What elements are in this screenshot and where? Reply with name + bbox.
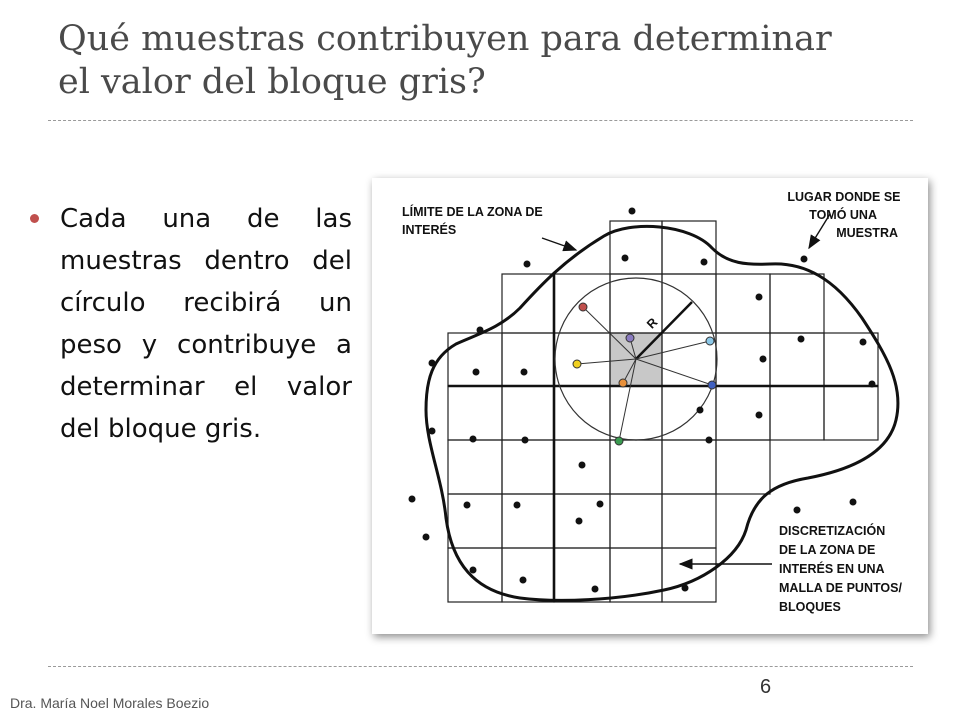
- sample-green: [615, 437, 623, 445]
- radius-label: R: [644, 315, 661, 332]
- page-number: 6: [760, 676, 772, 698]
- footer-author: Dra. María Noel Morales Boezio: [10, 695, 210, 711]
- sample-yellow: [573, 360, 581, 368]
- bullet-dot-icon: [30, 214, 39, 223]
- sample-purple: [626, 334, 634, 342]
- sample-lightblue: [706, 337, 714, 345]
- sample-orange: [619, 379, 627, 387]
- label-discretizacion: DISCRETIZACIÓN DE LA ZONA DE INTERÉS EN UNA MALLA DE PUNTOS/ BLOQUES: [779, 524, 902, 614]
- title-line-1: Qué muestras contribuyen para determinar: [58, 19, 832, 59]
- title-line-2: el valor del bloque gris?: [58, 62, 486, 102]
- sample-blue: [708, 381, 716, 389]
- label-limite: LÍMITE DE LA ZONA DE INTERÉS: [402, 205, 543, 237]
- bullet-item: [30, 198, 352, 450]
- figure-svg: [372, 178, 928, 634]
- sample-red: [579, 303, 587, 311]
- bullet-text: Cada una de las muestras dentro del círculo recibirá un peso y contribuye a determinar el valor del bloque gris.: [60, 204, 352, 444]
- footer-divider: [48, 666, 913, 667]
- radius-line: [636, 302, 692, 359]
- slide-title: [58, 18, 928, 104]
- label-lugar: LUGAR DONDE SE TOMÓ UNA MUESTRA: [787, 190, 901, 240]
- callout-arrows: [542, 214, 830, 564]
- title-divider: [48, 120, 913, 121]
- block-discretization-figure: [372, 178, 928, 634]
